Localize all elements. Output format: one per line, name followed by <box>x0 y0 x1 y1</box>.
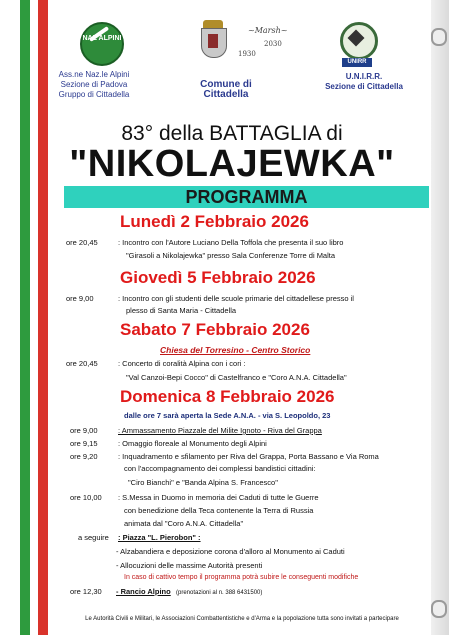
footer-invitation: Le Autorità Civili e Militari, le Associazioni Combattentistiche e d'Arma e la popolazione tutta sono invitati a partecipare <box>85 616 399 622</box>
tower-icon <box>208 34 218 48</box>
event-text: con l'accompagnamento dei complessi bandistici cittadini: <box>124 464 316 473</box>
event-text: "Girasoli a Nikolajewka" presso Sala Conferenze Torre di Malta <box>126 251 336 260</box>
event-text: - Allocuzioni delle massime Autorità presenti <box>116 561 263 570</box>
signature-mark: ~Marsh~ <box>248 26 288 35</box>
caption-unirr <box>322 72 406 92</box>
event-text: animata dal "Coro A.N.A. Cittadella" <box>124 519 244 528</box>
day-heading-3: Sabato 7 Febbraio 2026 <box>120 320 310 339</box>
event-time: ore 10,00 <box>70 493 102 502</box>
programma-banner: PROGRAMMA <box>64 186 429 208</box>
event-text: "Ciro Bianchi" e "Banda Alpina S. Francesco" <box>128 478 278 487</box>
event-time: ore 9,00 <box>70 426 98 435</box>
event-text: : Incontro con l'Autore Luciano Della Toffola che presenta il suo libro <box>118 238 344 247</box>
binder-edge <box>431 0 449 635</box>
event-note: (prenotazioni al n. 388 6431500) <box>176 590 263 596</box>
event-text: : Concerto di coralità Alpina con i cori : <box>118 359 246 368</box>
day-heading-2: Giovedì 5 Febbraio 2026 <box>120 268 316 287</box>
mark-year-start: 1930 <box>238 50 256 58</box>
event-text: : Incontro con gli studenti delle scuole primarie del cittadellese presso il <box>118 294 354 303</box>
title-line-2: "NIKOLAJEWKA" <box>69 143 395 185</box>
caption-line: Ass.ne Naz.le Alpini <box>58 70 130 79</box>
caption-line: U.N.I.R.R. <box>345 72 383 81</box>
anniversary-mark <box>236 22 286 64</box>
event-intro: dalle ore 7 sarà aperta la Sede A.N.A. - via S. Leopoldo, 23 <box>124 411 331 420</box>
event-venue: Chiesa del Torresino - Centro Storico <box>160 345 311 355</box>
event-text: : Ammassamento Piazzale del Milite Ignoto - Riva del Grappa <box>118 426 322 435</box>
event-text: : Omaggio floreale al Monumento degli Alpini <box>118 439 267 448</box>
event-text: con benedizione della Teca contenente la Terra di Russia <box>124 506 314 515</box>
caption-comune: Comune di Cittadella <box>200 79 252 100</box>
event-text: : Piazza "L. Pierobon" : <box>118 533 201 542</box>
caption-line: Sezione di Padova <box>60 80 128 89</box>
mark-year-end: 2030 <box>264 40 282 48</box>
flag-stripe-green <box>20 0 30 635</box>
event-text: : Inquadramento e sfilamento per Riva del Grappa, Porta Bassano e Via Roma <box>118 452 379 461</box>
event-text: "Val Canzoi-Bepi Cocco" di Castelfranco e "Coro A.N.A. Cittadella" <box>126 373 347 382</box>
caption-line: Sezione di Cittadella <box>325 82 403 91</box>
day-heading-1: Lunedì 2 Febbraio 2026 <box>120 212 309 231</box>
binder-clip-icon <box>431 28 447 46</box>
event-time: ore 9,20 <box>70 452 98 461</box>
unirr-logo <box>336 22 378 68</box>
event-note: In caso di cattivo tempo il programma potrà subire le conseguenti modifiche <box>124 574 359 581</box>
alpini-logo-text: NAZ ALPINI <box>82 35 122 42</box>
cittadella-crest-icon <box>198 18 228 60</box>
flag-stripe-red <box>38 0 48 635</box>
event-time: ore 9,00 <box>66 294 94 303</box>
event-text: - Rancio Alpino <box>116 587 171 596</box>
binder-clip-icon <box>431 600 447 618</box>
title-line-1: 83° della BATTAGLIA di <box>121 122 343 145</box>
event-time: ore 12,30 <box>70 587 102 596</box>
caption-line: Gruppo di Cittadella <box>58 90 130 99</box>
caption-alpini <box>52 70 136 100</box>
event-text: plesso di Santa Maria - Cittadella <box>126 306 237 315</box>
day-heading-4: Domenica 8 Febbraio 2026 <box>120 387 335 406</box>
event-text: : S.Messa in Duomo in memoria dei Caduti di tutte le Guerre <box>118 493 319 502</box>
event-text: - Alzabandiera e deposizione corona d'alloro al Monumento ai Caduti <box>116 547 345 556</box>
event-time: a seguire <box>78 533 109 542</box>
event-time: ore 9,15 <box>70 439 98 448</box>
alpini-logo <box>80 22 124 66</box>
event-time: ore 20,45 <box>66 359 98 368</box>
event-time: ore 20,45 <box>66 238 98 247</box>
flag-stripe-white <box>30 0 38 635</box>
unirr-tag: UNIRR <box>342 58 372 67</box>
